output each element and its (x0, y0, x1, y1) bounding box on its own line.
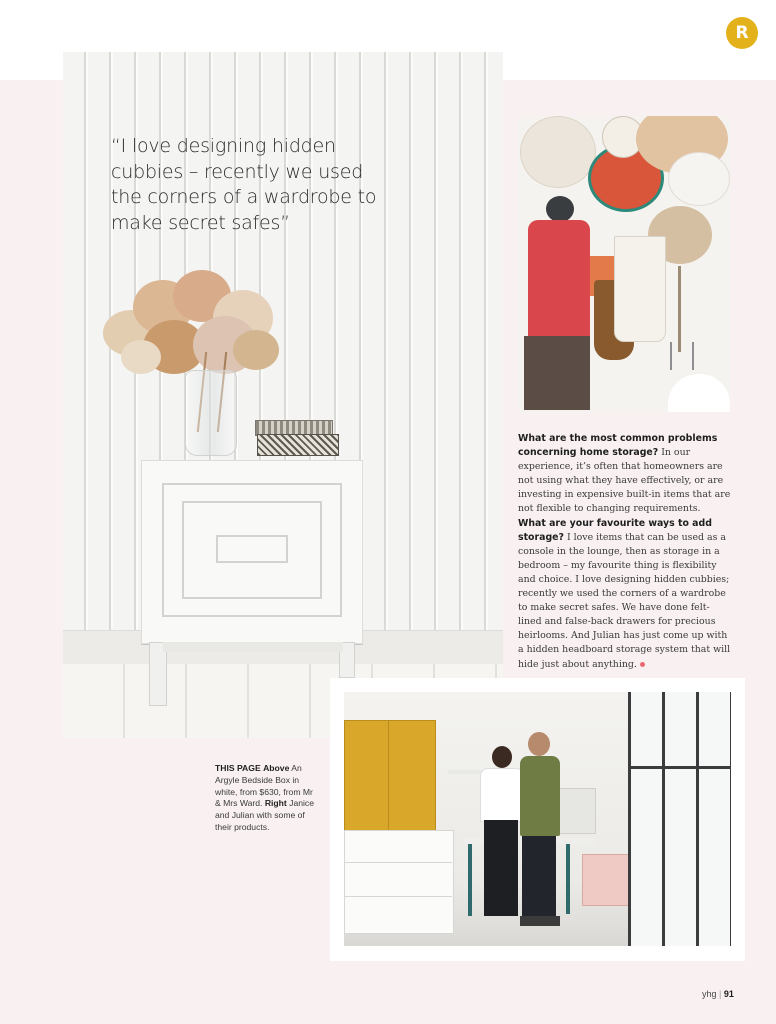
folio-separator: | (716, 989, 724, 999)
pull-quote: “I love designing hidden cubbies – recently we used the corners of a wardrobe to make secret safes” (111, 135, 377, 234)
decorative-box-bottom (257, 434, 339, 456)
janice-head (492, 746, 512, 768)
main-photo-bedside-box (63, 52, 503, 738)
photo-hats-and-coats (518, 116, 730, 412)
grey-chair (558, 788, 596, 834)
photo-janice-and-julian (344, 692, 731, 946)
caption-page-label: THIS PAGE (215, 763, 261, 773)
photo-caption (215, 763, 315, 834)
teal-leg-1 (468, 844, 472, 916)
question-2: What are your favourite ways to add storage? (518, 517, 712, 543)
brown-coat (524, 336, 590, 410)
caption-right-label: Right (264, 798, 287, 809)
mustard-cabinet (344, 720, 436, 832)
caption-right-text: Janice and Julian with some of their products. (215, 798, 315, 832)
end-mark (640, 662, 645, 667)
qa-paragraph-1 (518, 432, 732, 517)
julian-jeans (522, 836, 556, 918)
julian-shoes (520, 916, 560, 926)
canvas-tote (614, 236, 666, 342)
folio-magazine: yhg (702, 989, 717, 999)
section-badge: R (726, 17, 758, 49)
pitchfork-tines (670, 342, 694, 370)
caption-above-label: Above (263, 763, 290, 773)
folio-page-number: 91 (723, 989, 734, 999)
cabinet-base (163, 642, 343, 652)
page-folio (702, 989, 734, 999)
argyle-bedside-box (141, 460, 363, 644)
drawer-line-2 (344, 896, 452, 897)
hydrangea-bouquet (103, 270, 283, 380)
qa-text-column (518, 432, 732, 672)
caption-above-text: An Argyle Bedside Box in white, from $630, from Mr & Mrs Ward. (215, 763, 313, 809)
teal-leg-2 (566, 842, 570, 914)
steel-windows (628, 692, 731, 946)
janice-top (480, 768, 524, 822)
pitchfork-handle (678, 266, 681, 352)
question-1: What are the most common problems concerning home storage? (518, 433, 718, 459)
qa-paragraph-2 (518, 517, 732, 672)
white-hat (668, 152, 730, 206)
answer-1: In our experience, it’s often that homeowners are not using what they have effectively, or are investing in expensive built-in items that are not flexible to changing requirements. (518, 447, 731, 515)
julian-head (528, 732, 550, 756)
window-transom (628, 766, 731, 769)
dark-cap (546, 196, 574, 222)
answer-2: I love items that can be used as a console in the lounge, then as storage in a bedroom – my favourite thing is flexibility and choice. I love designing hidden cubbies; recently we used the corners of a wardrobe to make secret safes. We have done felt-lined and false-back drawers for precious heirlooms. And Julian has just come up with a hidden headboard storage system that will hide just about anything. (518, 531, 731, 670)
white-drawers (344, 830, 454, 934)
white-chair (668, 374, 730, 412)
woven-hat (520, 116, 596, 188)
pink-side-table (582, 854, 634, 906)
mustard-cabinet-split (388, 720, 389, 830)
glass-vase (185, 370, 237, 456)
drawer-line-1 (344, 862, 452, 863)
cabinet-moulding-inner (216, 535, 288, 563)
janice-trousers (484, 820, 518, 916)
julian-shirt (520, 756, 560, 836)
